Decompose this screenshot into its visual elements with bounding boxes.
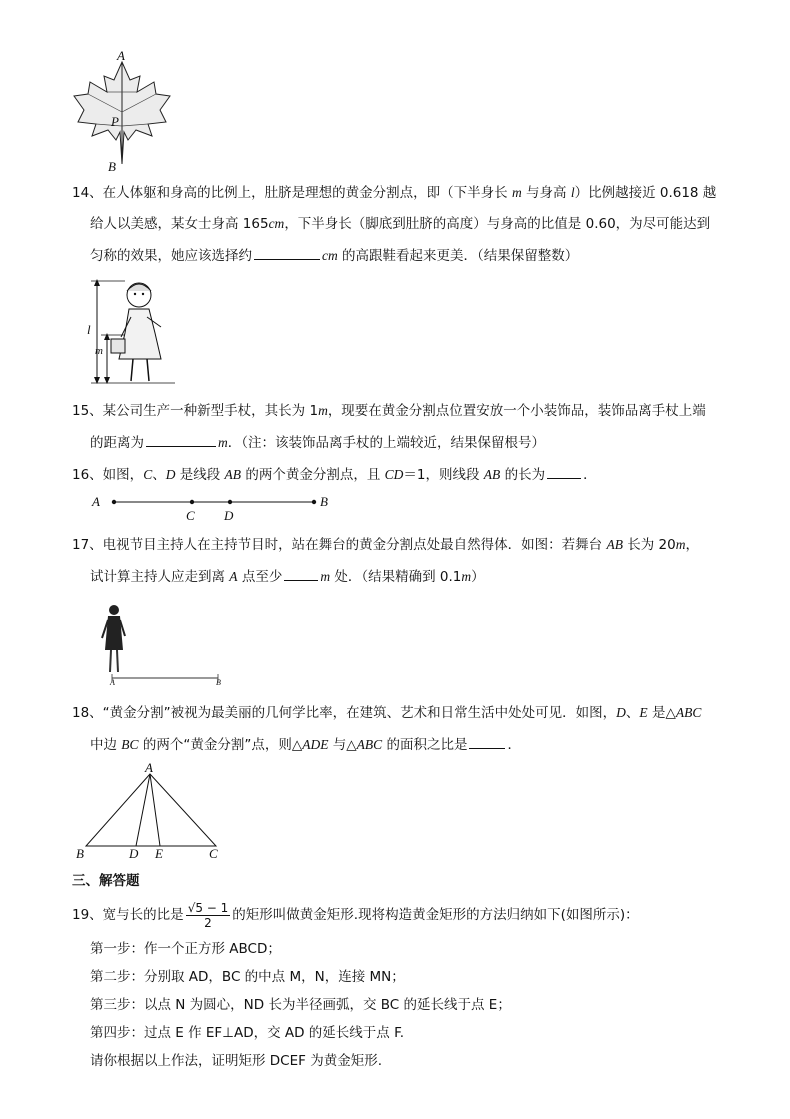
q19-prompt: 请你根据以上作法，证明矩形 DCEF 为黄金矩形.: [90, 1053, 382, 1069]
leaf-label-b: B: [108, 159, 116, 174]
woman-drawing: [85, 277, 185, 387]
triangle-label-d: D: [129, 846, 139, 861]
host-label-b: B: [216, 678, 221, 687]
maple-leaf-drawing: [70, 52, 175, 177]
host-stage-figure: [98, 602, 238, 688]
q19-step3: 第三步：以点 N 为圆心，ND 长为半径画弧，交 BC 的延长线于点 E；: [90, 997, 511, 1013]
section-title: 三、解答题: [72, 873, 140, 889]
q16-line1: 16、如图，C、D 是线段 AB 的两个黄金分割点，且 CD＝1，则线段 AB 的长为 ．: [72, 464, 597, 485]
segment-drawing: [88, 492, 338, 524]
triangle-label-e: E: [155, 846, 163, 861]
q19-line1: 19、宽与长的比是 $\frac{√5 - 1}{2}$ 的矩形叫做黄金矩形.现将构造黄金矩形的方法归纳如下(如图所示)：: [72, 900, 639, 930]
segment-label-b: B: [320, 494, 328, 509]
q18-line1: 18、“黄金分割”被视为最美丽的几何学比率，在建筑、艺术和日常生活中处处可见．如图，D、E 是△ABC: [72, 705, 702, 721]
q17-line1: 17、电视节目主持人在主持节目时，站在舞台的黄金分割点处最自然得体．如图：若舞台 AB 长为 20m，: [72, 537, 699, 553]
q17-line2: 试计算主持人应走到离 A 点至少 m 处．（结果精确到 0.1m）: [90, 566, 485, 587]
segment-label-d: D: [224, 508, 234, 523]
triangle-label-b: B: [76, 846, 84, 861]
maple-leaf-figure: [70, 48, 175, 177]
q14-line2: 给人以美感，某女士身高 165cm，下半身长（脚底到肚脐的高度）与身高的比值是 0.60，为尽可能达到: [90, 216, 711, 232]
q15-answer-blank[interactable]: [146, 432, 216, 447]
q19-step4: 第四步：过点 E 作 EF⊥AD，交 AD 的延长线于点 F.: [90, 1025, 404, 1041]
host-drawing: [98, 602, 238, 688]
q19-step2: 第二步：分别取 AD，BC 的中点 M，N，连接 MN；: [90, 969, 405, 985]
q18-line2: 中边 BC 的两个“黄金分割”点，则△ADE 与△ABC 的面积之比是 ．: [90, 734, 521, 755]
q15-line1: 15、某公司生产一种新型手杖，其长为 1m，现要在黄金分割点位置安放一个小装饰品，装饰品离手杖上端: [72, 403, 706, 419]
q16-answer-blank[interactable]: [547, 464, 581, 479]
triangle-label-c: C: [209, 846, 218, 861]
segment-figure: [88, 492, 338, 524]
woman-height-figure: [85, 277, 185, 387]
leaf-label-p: P: [111, 114, 119, 129]
segment-label-c: C: [186, 508, 195, 523]
host-label-a: A: [110, 678, 115, 687]
person-label-m: m: [95, 345, 103, 357]
triangle-figure: [74, 760, 234, 862]
q17-answer-blank[interactable]: [284, 566, 318, 581]
golden-ratio-fraction: $\frac{√5 - 1}{2}$: [187, 900, 229, 930]
q15-line2: 的距离为 m．（注：该装饰品离手杖的上端较近，结果保留根号）: [90, 432, 545, 453]
leaf-label-a: A: [117, 48, 125, 63]
segment-label-a: A: [92, 494, 100, 509]
q18-answer-blank[interactable]: [469, 734, 505, 749]
q14-line3: 匀称的效果，她应该选择约 cm 的高跟鞋看起来更美．（结果保留整数）: [90, 245, 578, 266]
q14-line1: 14、在人体躯和身高的比例上，肚脐是理想的黄金分割点，即（下半身长 m 与身高 l）比例越接近 0.618 越: [72, 185, 717, 201]
person-label-l: l: [87, 322, 91, 337]
q19-step1: 第一步：作一个正方形 ABCD；: [90, 941, 281, 957]
triangle-label-a: A: [145, 760, 153, 775]
q14-answer-blank[interactable]: [254, 245, 320, 260]
